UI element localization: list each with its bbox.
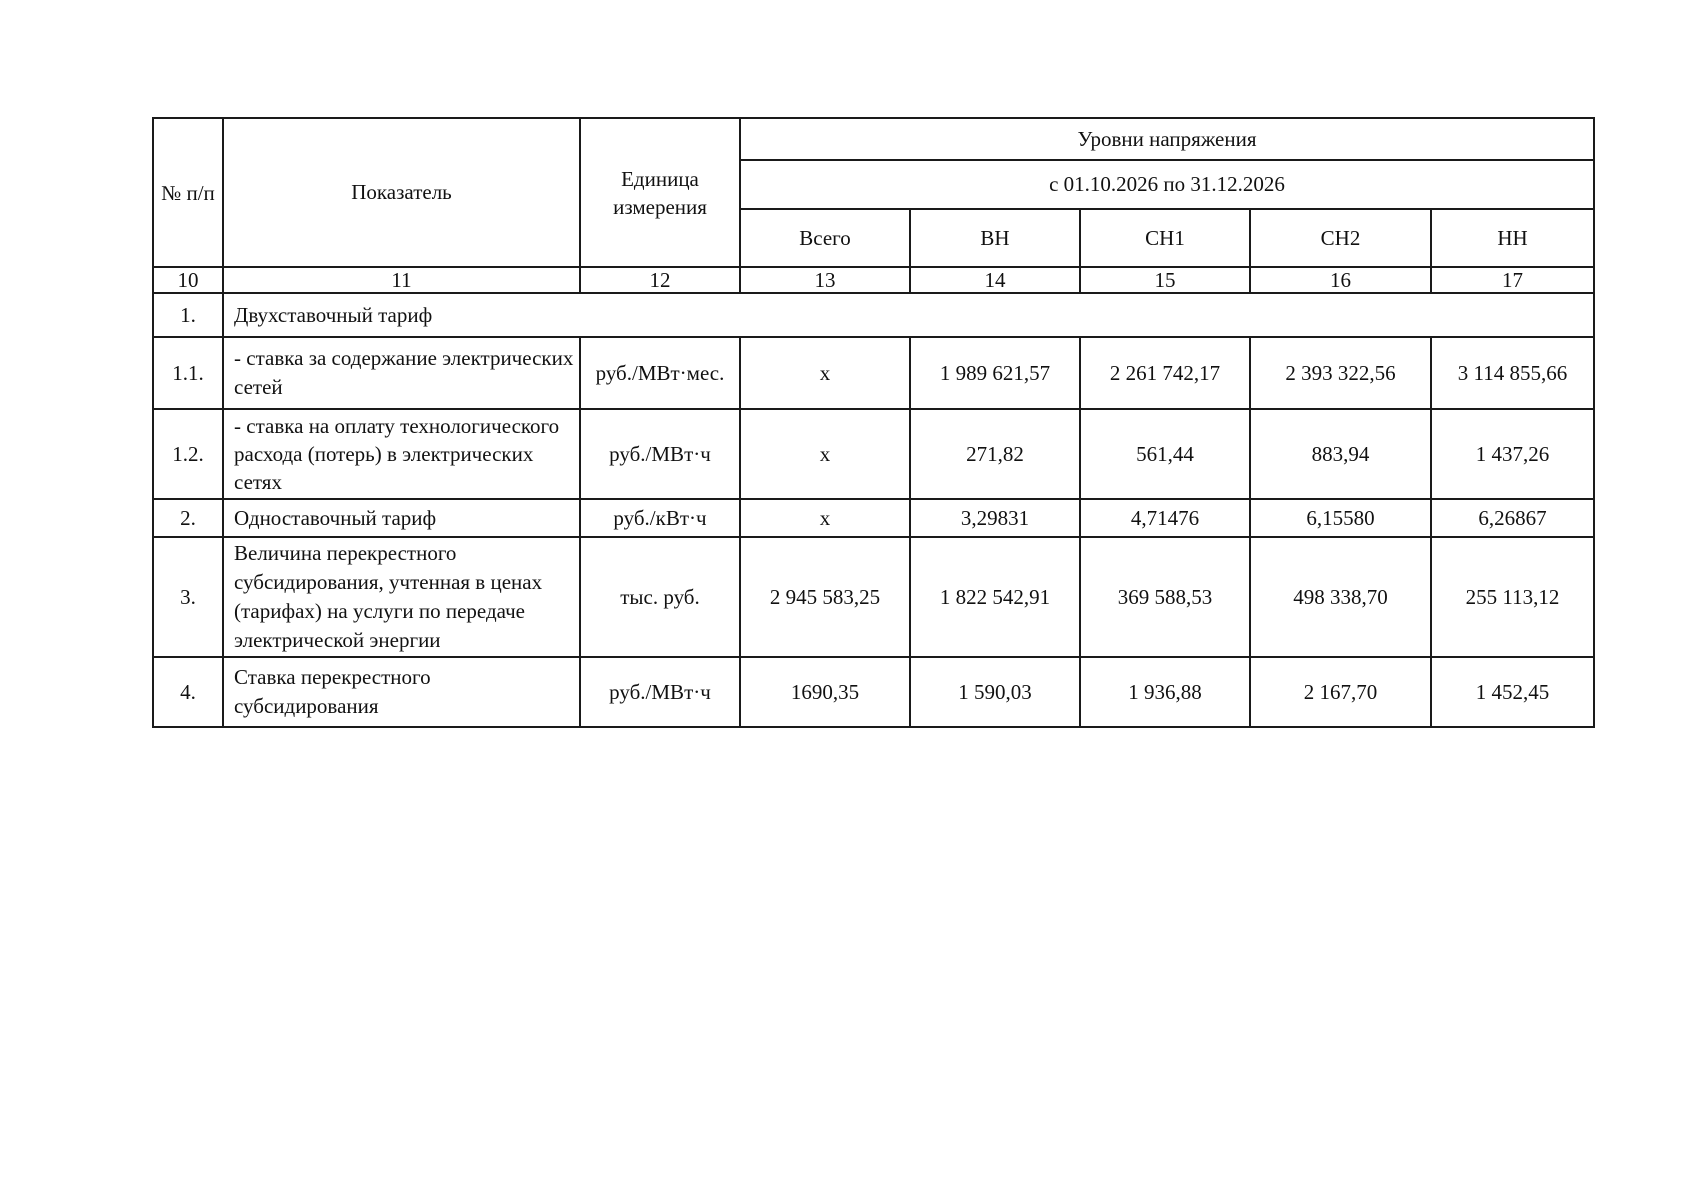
value-sn1: 369 588,53: [1080, 537, 1250, 657]
header-indicator: Показатель: [223, 118, 580, 267]
index-cell: 12: [580, 267, 740, 293]
header-col-total: Всего: [740, 209, 910, 267]
row-indicator: Величина перекрестного субсидирования, учтенная в ценах (тарифах) на услуги по передаче электрической энергии: [223, 537, 580, 657]
header-col-sn2: СН2: [1250, 209, 1431, 267]
index-cell: 15: [1080, 267, 1250, 293]
header-unit: Единица измерения: [580, 118, 740, 267]
value-total: х: [740, 337, 910, 409]
value-nn: 255 113,12: [1431, 537, 1594, 657]
index-cell: 11: [223, 267, 580, 293]
value-total: 1690,35: [740, 657, 910, 727]
value-vn: 271,82: [910, 409, 1080, 499]
row-unit: руб./МВт·ч: [580, 409, 740, 499]
row-indicator: - ставка на оплату технологического расхода (потерь) в электрических сетях: [223, 409, 580, 499]
value-vn: 1 822 542,91: [910, 537, 1080, 657]
table-row: [153, 499, 1594, 537]
table-row: [153, 337, 1594, 409]
value-vn: 1 590,03: [910, 657, 1080, 727]
value-nn: 1 452,45: [1431, 657, 1594, 727]
row-num: 2.: [153, 499, 223, 537]
value-vn: 3,29831: [910, 499, 1080, 537]
row-unit: руб./МВт·мес.: [580, 337, 740, 409]
value-sn2: 6,15580: [1250, 499, 1431, 537]
index-cell: 17: [1431, 267, 1594, 293]
value-nn: 6,26867: [1431, 499, 1594, 537]
header-col-nn: НН: [1431, 209, 1594, 267]
row-unit: тыс. руб.: [580, 537, 740, 657]
tariff-table: [152, 117, 1595, 728]
value-sn2: 2 167,70: [1250, 657, 1431, 727]
value-sn2: 883,94: [1250, 409, 1431, 499]
table-row: [153, 409, 1594, 499]
header-col-vn: ВН: [910, 209, 1080, 267]
value-total: 2 945 583,25: [740, 537, 910, 657]
row-num: 4.: [153, 657, 223, 727]
value-sn1: 561,44: [1080, 409, 1250, 499]
row-indicator: Ставка перекрестного субсидирования: [223, 657, 580, 727]
index-cell: 14: [910, 267, 1080, 293]
value-nn: 3 114 855,66: [1431, 337, 1594, 409]
header-num: № п/п: [153, 118, 223, 267]
value-nn: 1 437,26: [1431, 409, 1594, 499]
row-unit: руб./МВт·ч: [580, 657, 740, 727]
row-num: 1.: [153, 293, 223, 337]
value-total: х: [740, 499, 910, 537]
value-sn1: 2 261 742,17: [1080, 337, 1250, 409]
table-row: [153, 657, 1594, 727]
row-num: 1.2.: [153, 409, 223, 499]
value-sn1: 1 936,88: [1080, 657, 1250, 727]
row-indicator: Одноставочный тариф: [223, 499, 580, 537]
value-sn2: 498 338,70: [1250, 537, 1431, 657]
value-sn1: 4,71476: [1080, 499, 1250, 537]
index-cell: 16: [1250, 267, 1431, 293]
row-indicator: Двухставочный тариф: [223, 293, 1594, 337]
index-cell: 10: [153, 267, 223, 293]
header-row-1: [153, 118, 1594, 160]
header-period: с 01.10.2026 по 31.12.2026: [740, 160, 1594, 209]
table-row: [153, 537, 1594, 657]
header-voltage-levels: Уровни напряжения: [740, 118, 1594, 160]
row-indicator: - ставка за содержание электрических сетей: [223, 337, 580, 409]
row-num: 1.1.: [153, 337, 223, 409]
index-row: [153, 267, 1594, 293]
value-sn2: 2 393 322,56: [1250, 337, 1431, 409]
table-row: [153, 293, 1594, 337]
row-unit: руб./кВт·ч: [580, 499, 740, 537]
header-col-sn1: СН1: [1080, 209, 1250, 267]
value-total: х: [740, 409, 910, 499]
index-cell: 13: [740, 267, 910, 293]
value-vn: 1 989 621,57: [910, 337, 1080, 409]
row-num: 3.: [153, 537, 223, 657]
